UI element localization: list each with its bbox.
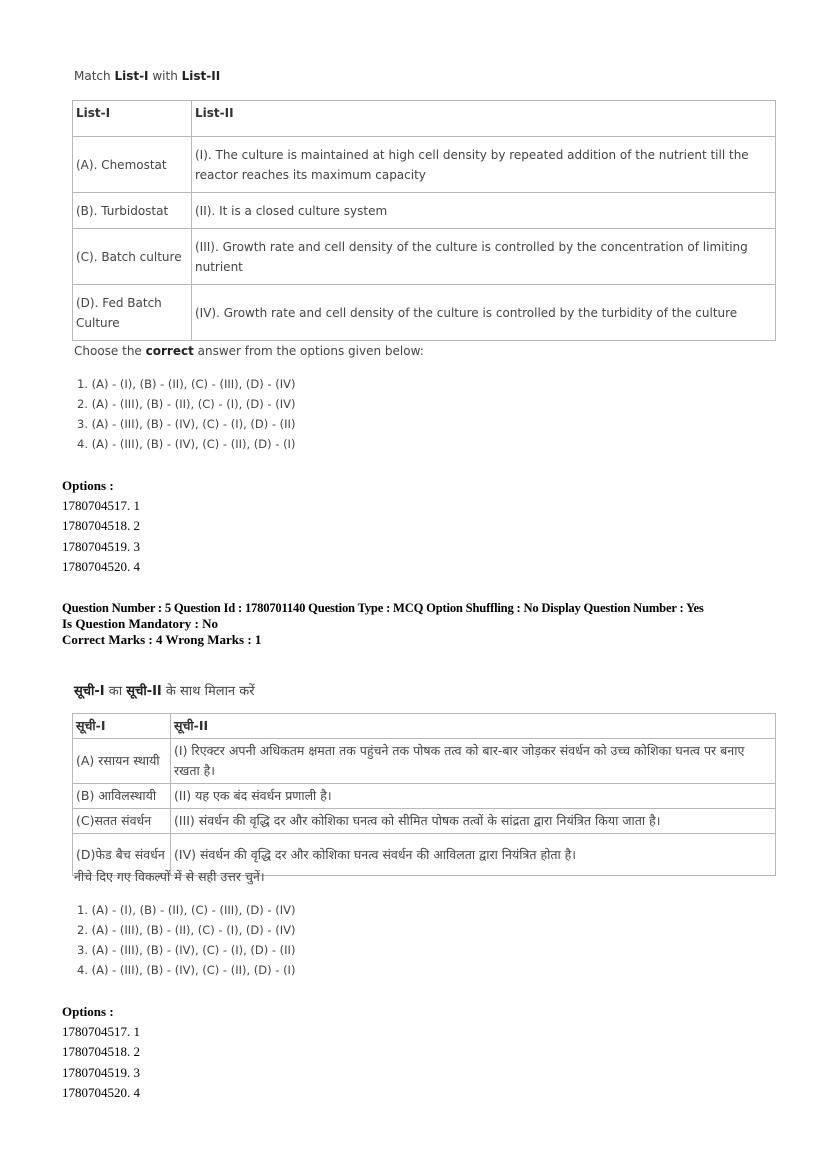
option-id: 1780704519. 3 <box>62 1064 140 1080</box>
table-cell: (II) यह एक बंद संवर्धन प्रणाली है। <box>171 784 776 809</box>
q1-choose-instruction: Choose the correct answer from the options given below: <box>74 344 424 358</box>
table-row <box>73 285 776 341</box>
option-id: 1780704517. 1 <box>62 498 140 513</box>
option-id: 1780704519. 3 <box>62 538 140 554</box>
table-cell: (B) आविलस्थायी <box>73 784 171 809</box>
answer-choice: 2. (A) - (III), (B) - (II), (C) - (I), (D) - (IV) <box>77 397 296 411</box>
q2-answer-choices <box>77 900 295 980</box>
table-cell: (B). Turbidostat <box>73 193 192 229</box>
option-id: 1780704520. 4 <box>62 1085 140 1101</box>
table-cell: (A). Chemostat <box>73 137 192 193</box>
q2-instruction: सूची-I का सूची-II के साथ मिलान करें <box>74 684 255 699</box>
q2-option-ids <box>62 1022 140 1104</box>
table-cell: (I). The culture is maintained at high cell density by repeated addition of the nutrient till the reactor reaches its maximum capacity <box>192 137 776 193</box>
answer-choice: 4. (A) - (III), (B) - (IV), (C) - (II), (D) - (I) <box>77 437 296 451</box>
table-row <box>73 809 776 834</box>
option-id: 1780704517. 1 <box>62 1024 140 1039</box>
q1-instruction: Match List-I with List-II <box>74 69 221 83</box>
q2-options-label: Options : <box>62 1004 114 1019</box>
table-cell: (C). Batch culture <box>73 229 192 285</box>
q2-match-table <box>72 713 776 876</box>
table-header-cell: सूची-I <box>73 714 171 739</box>
answer-choice: 3. (A) - (III), (B) - (IV), (C) - (I), (D) - (II) <box>77 943 296 957</box>
table-header-row <box>73 714 776 739</box>
table-cell: (IV). Growth rate and cell density of the culture is controlled by the turbidity of the culture <box>192 285 776 341</box>
table-cell: (IV) संवर्धन की वृद्धि दर और कोशिका घनत्व संवर्धन की आविलता द्वारा नियंत्रित होता है। <box>171 834 776 876</box>
table-row <box>73 739 776 784</box>
table-header-row <box>73 101 776 137</box>
option-id: 1780704518. 2 <box>62 1044 140 1060</box>
table-row <box>73 229 776 285</box>
answer-choice: 2. (A) - (III), (B) - (II), (C) - (I), (D) - (IV) <box>77 923 296 937</box>
q1-answer-choices <box>77 374 295 454</box>
option-id: 1780704520. 4 <box>62 559 140 575</box>
table-header-cell: List-II <box>192 101 776 137</box>
question-meta-line: Is Question Mandatory : No <box>62 616 219 631</box>
table-header-cell: सूची-II <box>171 714 776 739</box>
table-cell: (III). Growth rate and cell density of the culture is controlled by the concentration of limiting nutrient <box>192 229 776 285</box>
table-cell: (I) रिएक्टर अपनी अधिकतम क्षमता तक पहुंचने तक पोषक तत्व को बार-बार जोड़कर संवर्धन को उच्च कोशिका घनत्व पर बनाए रखता है। <box>171 739 776 784</box>
option-id: 1780704518. 2 <box>62 518 140 534</box>
table-cell: (III) संवर्धन की वृद्धि दर और कोशिका घनत्व को सीमित पोषक तत्वों के सांद्रता द्वारा नियंत्रित किया जाता है। <box>171 809 776 834</box>
answer-choice: 1. (A) - (I), (B) - (II), (C) - (III), (D) - (IV) <box>77 377 296 391</box>
table-row <box>73 193 776 229</box>
table-cell: (C)सतत संवर्धन <box>73 809 171 834</box>
table-cell: (D)फेड बैच संवर्धन <box>73 834 171 876</box>
question-meta-line: Correct Marks : 4 Wrong Marks : 1 <box>62 632 262 647</box>
table-header-cell: List-I <box>73 101 192 137</box>
q2-choose-instruction: नीचे दिए गए विकल्पों में से सही उत्तर चुनें। <box>74 869 265 884</box>
answer-choice: 1. (A) - (I), (B) - (II), (C) - (III), (D) - (IV) <box>77 903 296 917</box>
question-meta-line: Question Number : 5 Question Id : 1780701140 Question Type : MCQ Option Shuffling : No Display Question Number : Yes <box>62 601 704 615</box>
table-cell: (D). Fed Batch Culture <box>73 285 192 341</box>
q1-options-label: Options : <box>62 478 114 493</box>
table-row <box>73 137 776 193</box>
table-row <box>73 784 776 809</box>
table-cell: (II). It is a closed culture system <box>192 193 776 229</box>
answer-choice: 4. (A) - (III), (B) - (IV), (C) - (II), (D) - (I) <box>77 963 296 977</box>
question-metadata <box>62 600 772 648</box>
answer-choice: 3. (A) - (III), (B) - (IV), (C) - (I), (D) - (II) <box>77 417 296 431</box>
q1-match-table <box>72 100 776 341</box>
table-cell: (A) रसायन स्थायी <box>73 739 171 784</box>
q1-option-ids <box>62 496 140 578</box>
